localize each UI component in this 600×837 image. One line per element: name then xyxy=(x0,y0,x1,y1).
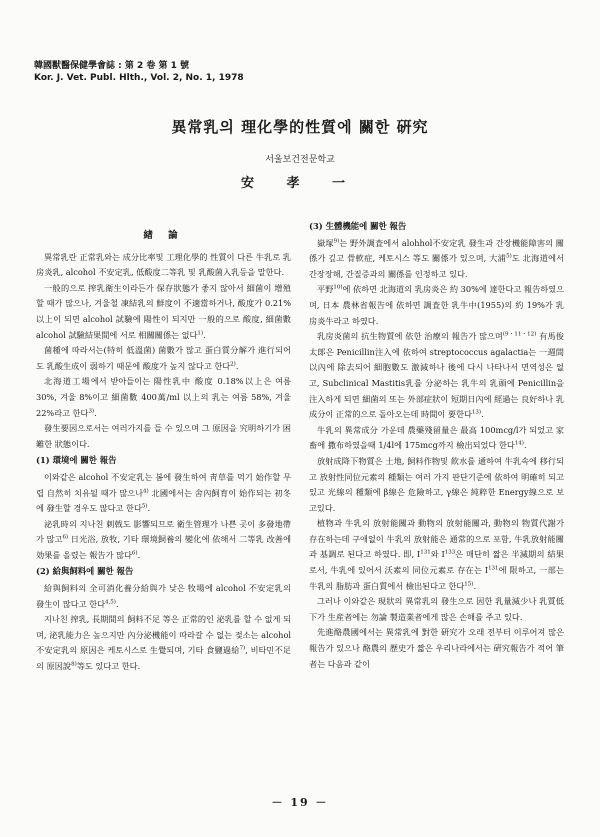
author: 安 孝 一 xyxy=(240,176,360,191)
page-number: － 19 － xyxy=(271,796,329,809)
paper-title: 異常乳의 理化學的性質에 關한 硏究 xyxy=(171,118,429,136)
paragraph: 先進酪農國에서는 異常乳에 對한 硏究가 오래 전부터 이루어져 많은 報告가 있으나 酪農의 歷史가 짧은 우리나라에서는 硏究報告가 적어 筆者는 다음과 같이 xyxy=(309,627,564,669)
intro-heading: 緖 論 xyxy=(143,230,184,241)
paragraph: 菌種에 따라서는(特히 低溫菌) 菌數가 많고 蛋白質分解가 進行되어도 乳酸生成이 弱하기 때문에 酸度가 높지 않다고 한다$^{2)}$. xyxy=(36,345,291,371)
journal-header xyxy=(34,60,244,84)
paragraph: 給與飼料의 全可消化養分給與가 낮은 牧場에 alcohol 不安定乳의 發生이 많다고 한다$^{4,5)}$. xyxy=(36,583,291,609)
paragraph: 平野$^{10)}$에 依하면 北海道의 乳房炎은 約 30%에 達한다고 報告하였으며, 日本 農林省報告에 依하면 調査한 乳牛中(1955)의 約 19%가 乳房炎牛라고 하였다. xyxy=(309,284,564,326)
paragraph: 一般的으로 搾乳衛生이라든가 保存狀態가 좋지 않아서 細菌이 增殖할 때가 많으나, 겨울철 凍結乳의 鮮度이 不適當하거나, 酸度가 0.21%以上이 되면 alcohol 試驗에 陽性이 되지만 一般的으로 酸度, 細菌數 alcohol 試驗結果間에 서로 相關關係는 없다$^{1)}$. xyxy=(36,282,291,340)
affiliation: 서울보건전문학교 xyxy=(265,155,335,165)
paragraph: 이와같은 alcohol 不安定乳는 봄에 發生하여 靑草를 먹기 始作할 무렵 自然히 치유될 때가 많으나$^{4)}$ 北國에서는 舍內飼育이 始作되는 初冬에 發生할 경우도 많다고 한다$^{5)}$. xyxy=(36,471,291,514)
left-column xyxy=(36,218,291,675)
paragraph: 牛乳의 異常成分 가운데 農藥殘留量은 最高 100mcg/l가 되었고 家畜에 撒布하였을때 1/4l에 175mcg까지 檢出되었다 한다$^{14)}$. xyxy=(309,424,564,451)
paragraph: 그러나 이와같은 現狀의 異常乳의 發生으로 因한 乳量減少나 乳質低下가 生産者에는 勿論 製造業者에게 많은 손해를 주고 있다. xyxy=(309,596,564,622)
journal-title-kr: 韓國獸醫保健學會誌 : 第 2 卷 第 1 號 xyxy=(34,61,190,71)
paragraph: 異常乳란 正常乳와는 成分比率및 工理化學的 性質이 다른 牛乳로 乳房炎乳, alcohol 不安定乳, 低酸度二等乳 및 乳酸菌入乳등을 말한다. xyxy=(36,251,291,278)
paragraph: 北海道工場에서 받아들이는 陽性乳中 酸度 0.18%以上은 여름 30%, 겨울 8%이고 細菌數 400萬/ml 以上의 乳는 여름 58%, 겨울 22%라고 한다$^{3)}$. xyxy=(36,376,291,418)
section-heading: (3) 生體機能에 關한 報告 xyxy=(309,221,407,231)
paragraph: 嶽塚$^{9)}$는 野外調査에서 alohhol不安定乳 發生과 간장機能障害의 關係가 깊고 骨軟症, 케토시스 等도 關係가 있으며, 大浦$^{5)}$도 北海道에서 간장장해, 간질증과의 關係를 인정하고 있다. xyxy=(309,237,564,279)
right-column xyxy=(309,218,564,672)
paragraph: 지나친 搾乳, 長期間의 飼料不足 等은 正常的인 泌乳를 할 수 없게 되며, 泌乳能力은 높으지만 內分泌機能이 따라갈 수 없는 젖소는 alcohol不安定乳의 原因은 케토시스로 生覺되며, 기타 食鹽過給$^{7)}$, 비타민不足의 原因說$^{8)}$等도 있다고 한다. xyxy=(36,614,291,672)
journal-title-en: Kor. J. Vet. Publ. Hlth., Vol. 2, No. 1, 1978 xyxy=(34,73,244,83)
section-heading: (2) 給與飼料에 關한 報告 xyxy=(36,566,134,577)
paragraph: 乳房炎菌의 抗生物質에 依한 治療의 報告가 많으며$^{(9・11・12)}$ 有馬俊太郞은 Penicillin注入에 依하여 streptococcus agalactia는 一週間以內에 除去되어 細胞數도 激減하나 後에 다시 나타나서 면역성은 없고, Subclinical Mastitis乳를 分泌하는 乳牛의 乳頭에 Penicillin을 注入하게 되면 細菌의 또는 外部症狀이 短期日內에 經過는 良好하나 乳成分이 正常的으로 돌아오는데 時間이 要한다$^{13)}$. xyxy=(309,331,564,420)
paragraph: 植物과 牛乳의 放射能關과 動物의 放射能關과, 動物의 物質代謝가 存在하는데 구애없이 牛乳의 放射能은 通常的으로 포함, 牛乳放射能關과 基調로 된다고 하였다. 即, $I^{131}$와 $I^{133}$은 매단히 짧은 半減期의 結果로서, 牛乳에 있어서 沃素의 同位元素로 存在는 $I^{131}$에 限하고, 一部는 牛乳의 脂肪과 蛋白質에서 檢出된다고 한다$^{15)}$. xyxy=(309,518,564,591)
section-heading: (1) 環境에 關한 報告 xyxy=(36,455,117,466)
paragraph: 發生要因으로서는 여러가지를 들 수 있으며 그 原因을 究明하기가 困難한 狀態이다. xyxy=(36,423,291,449)
paragraph: 放射成降下物質은 土地, 飼料作物및 飮水를 通하여 牛乳속에 移行되고 放射性同位元素의 種類는 여러 가지 판단기준에 依하여 明確히 되고 있고 光線의 種類에 β線은 危險하고, γ線은 純粹한 Energy線으로 보고있다. xyxy=(309,455,564,513)
paragraph: 泌乳時의 지나친 刺戟도 影響되므로 衛生管理가 나쁜 곳이 多發地帶가 많고$^{6)}$ 日光浴, 放牧, 기타 環境飼養의 變化에 依해서 二等乳 改善에 効果를 올렸는 報告가 많다$^{6)}$. xyxy=(36,518,292,560)
